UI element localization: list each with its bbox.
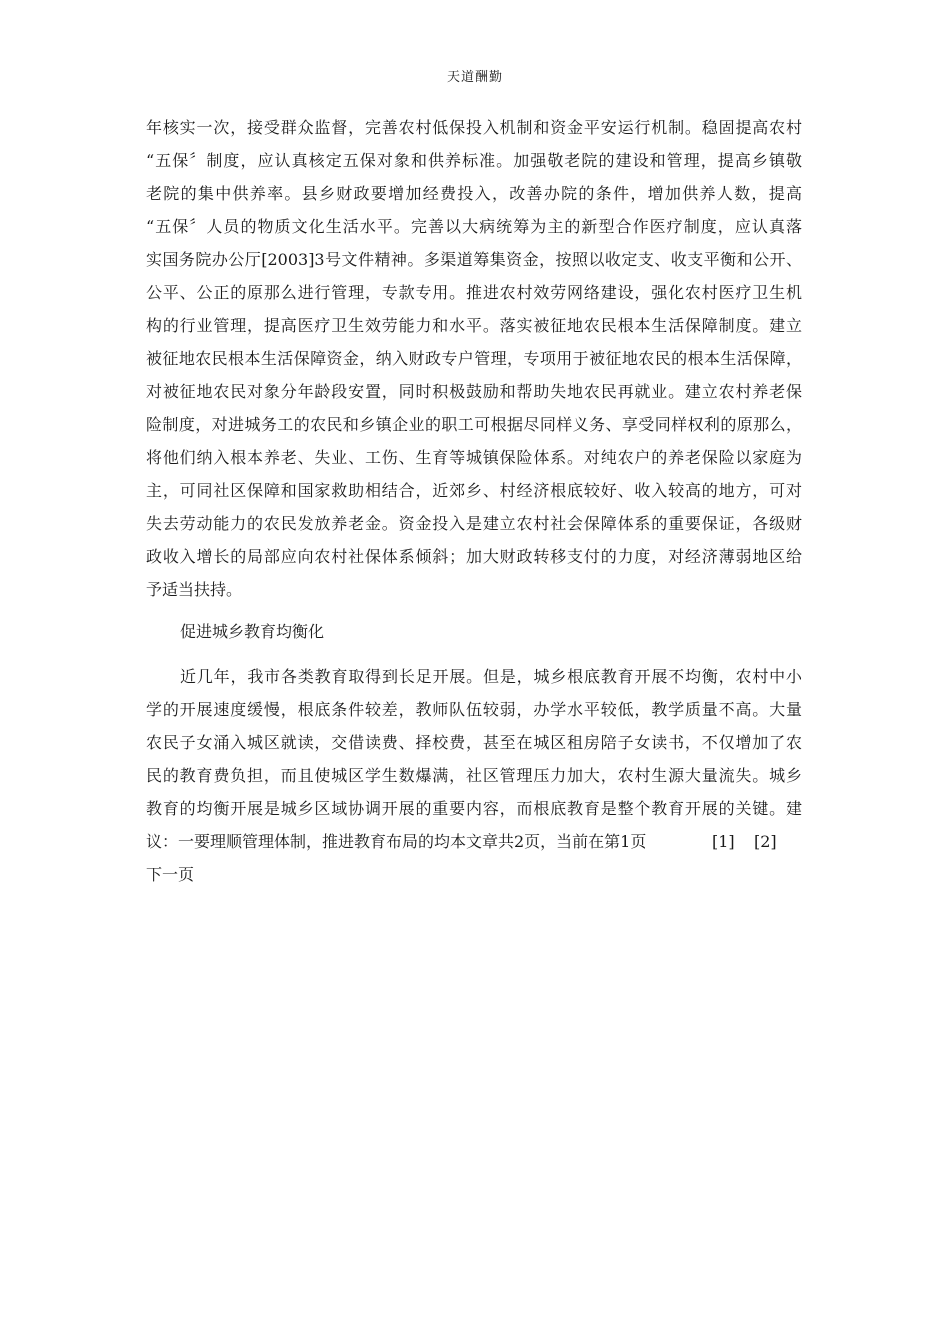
text-line: 实国务院办公厅[2003]3号文件精神。多渠道筹集资金，按照以收定支、收支平衡和公开、	[146, 250, 802, 269]
text-line: “五保〞人员的物质文化生活水平。完善以大病统筹为主的新型合作医疗制度，应认真落	[146, 217, 802, 236]
text-line: 失去劳动能力的农民发放养老金。资金投入是建立农村社会保障体系的重要保证，各级财	[146, 514, 802, 533]
text-line: 农民子女涌入城区就读，交借读费、择校费，甚至在城区租房陪子女读书，不仅增加了农	[146, 733, 802, 752]
section-heading: 促进城乡教育均衡化	[180, 622, 325, 641]
text-line: 近几年，我市各类教育取得到长足开展。但是，城乡根底教育开展不均衡，农村中小	[180, 667, 802, 686]
text-line: 公平、公正的原那么进行管理，专款专用。推进农村效劳网络建设，强化农村医疗卫生机	[146, 283, 802, 302]
text-line: 学的开展速度缓慢，根底条件较差，教师队伍较弱，办学水平较低，教学质量不高。大量	[146, 700, 802, 719]
text-line: 将他们纳入根本养老、失业、工伤、生育等城镇保险体系。对纯农户的养老保险以家庭为	[146, 448, 802, 467]
text-line: 民的教育费负担，而且使城区学生数爆满，社区管理压力加大，农村生源大量流失。城乡	[146, 766, 802, 785]
text-line: 议：一要理顺管理体制，推进教育布局的均本文章共2页，当前在第1页	[146, 832, 647, 851]
text-line: 构的行业管理，提高医疗卫生效劳能力和水平。落实被征地农民根本生活保障制度。建立	[146, 316, 802, 335]
text-line: 对被征地农民对象分年龄段安置，同时积极鼓励和帮助失地农民再就业。建立农村养老保	[146, 382, 802, 401]
page-link-2[interactable]: [2]	[754, 832, 777, 851]
text-line: 年核实一次，接受群众监督，完善农村低保投入机制和资金平安运行机制。稳固提高农村	[146, 118, 802, 137]
text-line: 教育的均衡开展是城乡区域协调开展的重要内容，而根底教育是整个教育开展的关键。建	[146, 799, 802, 818]
text-line: “五保〞制度，应认真核定五保对象和供养标准。加强敬老院的建设和管理，提高乡镇敬	[146, 151, 802, 170]
page-header-title: 天道酬勤	[446, 70, 503, 85]
text-line: 主，可同社区保障和国家救助相结合，近郊乡、村经济根底较好、收入较高的地方，可对	[146, 481, 802, 500]
next-page-link[interactable]: 下一页	[146, 865, 195, 884]
text-line: 予适当扶持。	[146, 580, 243, 599]
text-line: 政收入增长的局部应向农村社保体系倾斜；加大财政转移支付的力度，对经济薄弱地区给	[146, 547, 802, 566]
page-link-1[interactable]: [1]	[712, 832, 735, 851]
text-line: 被征地农民根本生活保障资金，纳入财政专户管理，专项用于被征地农民的根本生活保障，	[146, 349, 802, 368]
text-line: 险制度，对进城务工的农民和乡镇企业的职工可根据尽同样义务、享受同样权利的原那么，	[146, 415, 802, 434]
text-line: 老院的集中供养率。县乡财政要增加经费投入，改善办院的条件，增加供养人数，提高	[146, 184, 802, 203]
